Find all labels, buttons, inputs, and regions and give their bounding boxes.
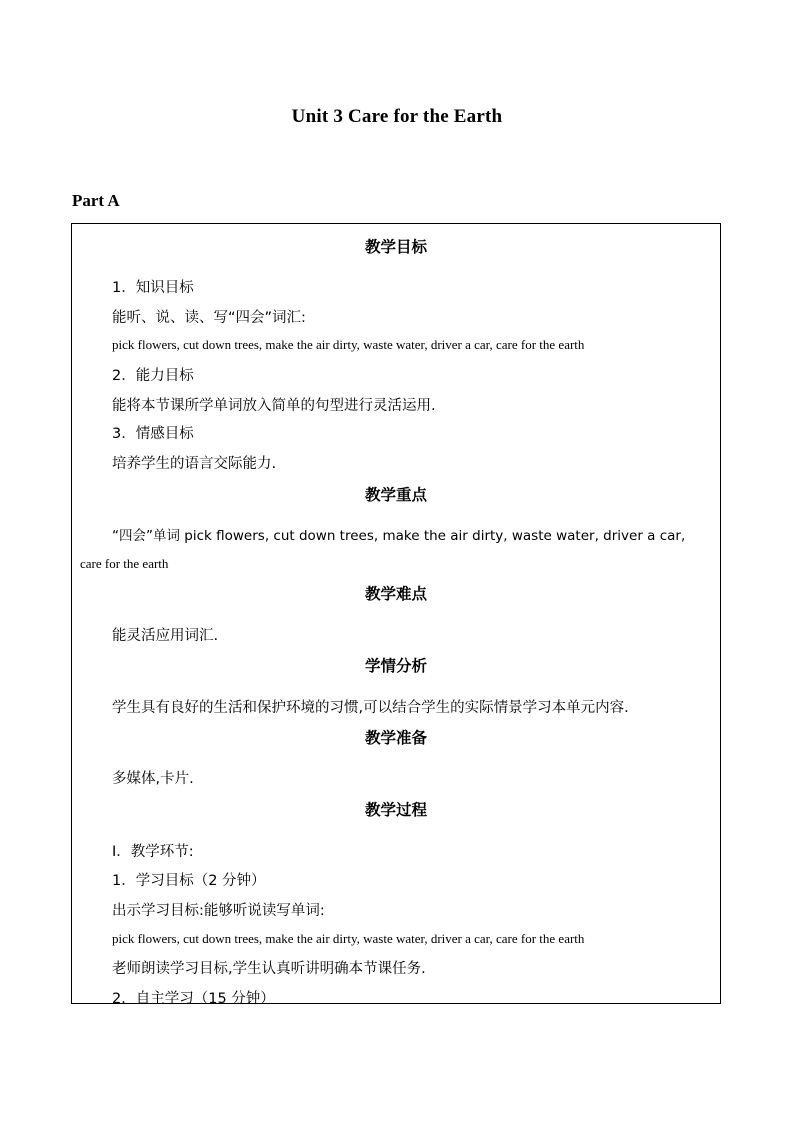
key-points-heading: 教学重点: [364, 486, 427, 504]
vocab-list: pick flowers, cut down trees, make the air dirty, waste water, driver a car, care for the earth: [112, 337, 585, 352]
emotion-goal-label: 3．情感目标: [112, 426, 194, 442]
ability-goal-label: 2．能力目标: [112, 368, 194, 384]
difficulties-text: 能灵活应用词汇.: [112, 628, 219, 644]
part-label: Part A: [72, 191, 120, 210]
preparation-text: 多媒体,卡片.: [112, 771, 194, 787]
knowledge-goal-desc: 能听、说、读、写“四会”词汇:: [112, 310, 306, 326]
process-step1-note: 老师朗读学习目标,学生认真听讲明确本节课任务.: [112, 961, 426, 977]
difficulties-heading: 教学难点: [364, 585, 427, 603]
process-step2: 2．自主学习（15 分钟）: [112, 991, 275, 1007]
lesson-plan-table: [71, 223, 721, 1007]
objectives-heading: 教学目标: [364, 238, 427, 256]
key-points-line1: “四会”单词 pick flowers, cut down trees, make the air dirty, waste water, driver a car,: [112, 528, 686, 544]
ability-goal-desc: 能将本节课所学单词放入简单的句型进行灵活运用.: [112, 398, 436, 414]
document-title: Unit 3 Care for the Earth: [291, 106, 503, 127]
process-step1: 1．学习目标（2 分钟）: [112, 873, 266, 889]
key-points-line2: care for the earth: [80, 556, 169, 571]
process-step1-vocab: pick flowers, cut down trees, make the air dirty, waste water, driver a car, care for the earth: [112, 931, 585, 946]
process-step-title: Ⅰ．教学环节:: [112, 844, 194, 860]
process-heading: 教学过程: [364, 801, 427, 819]
analysis-heading: 学情分析: [364, 657, 427, 675]
knowledge-goal-label: 1．知识目标: [112, 280, 194, 296]
emotion-goal-desc: 培养学生的语言交际能力.: [112, 456, 277, 472]
analysis-text: 学生具有良好的生活和保护环境的习惯,可以结合学生的实际情景学习本单元内容.: [112, 700, 629, 716]
process-step1-desc: 出示学习目标:能够听说读写单词:: [112, 903, 325, 919]
preparation-heading: 教学准备: [364, 729, 427, 747]
